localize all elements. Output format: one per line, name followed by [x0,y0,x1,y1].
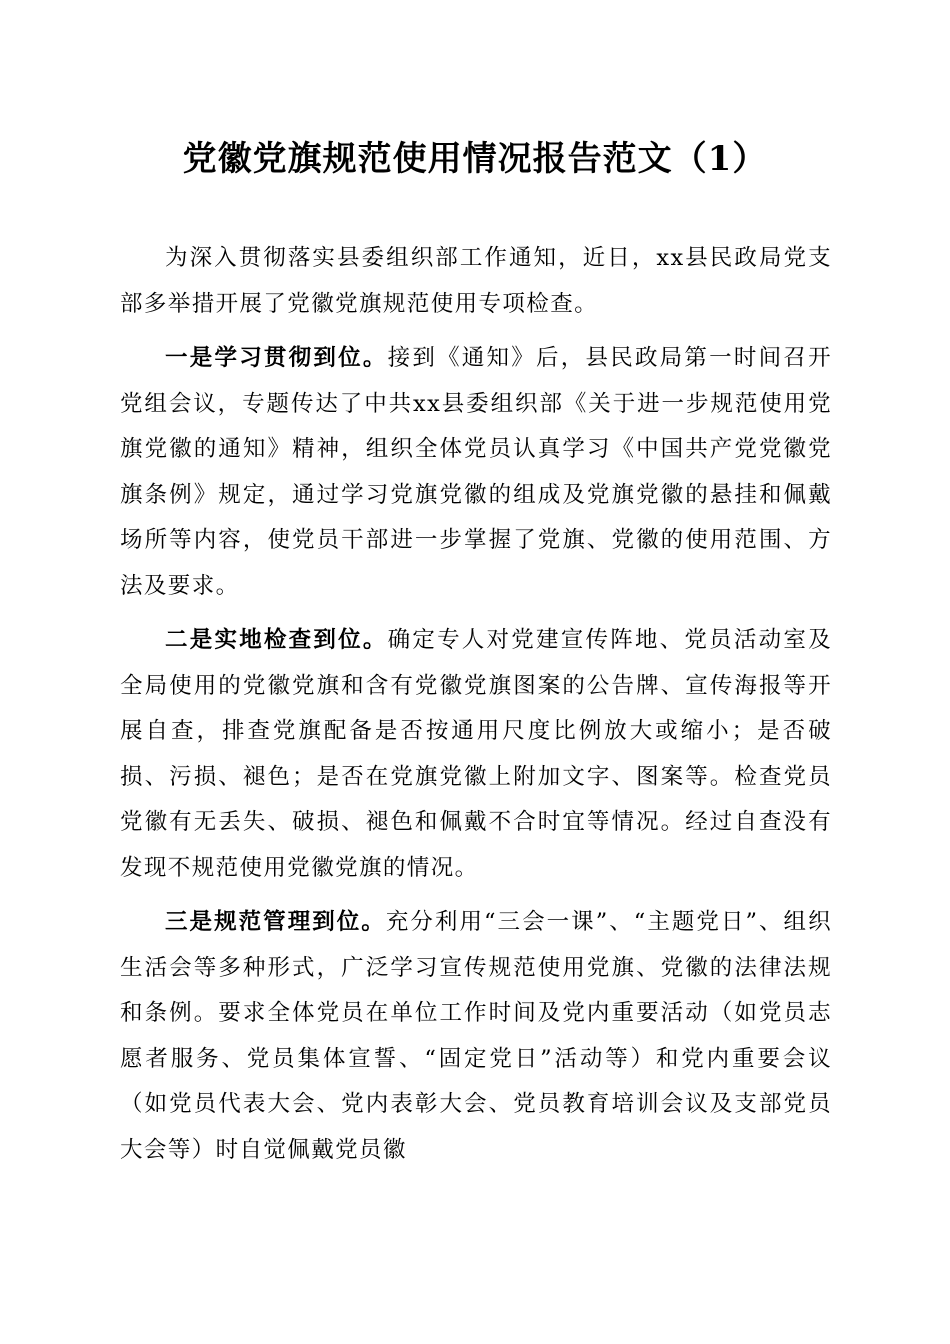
section-paragraph-3 [120,900,832,1173]
document-title: 党徽党旗规范使用情况报告范文（1） [182,139,768,179]
section-lead-2: 二是实地检查到位。 [165,627,388,653]
section-lead-3: 三是规范管理到位。 [165,909,386,935]
intro-paragraph: 为深入贯彻落实县委组织部工作通知，近日，xx县民政局党支部多举措开展了党徽党旗规范使用专项检查。 [120,245,832,317]
document-body [120,236,832,1182]
section-paragraph-1 [120,336,832,609]
section-text-1: 接到《通知》后，县民政局第一时间召开党组会议，专题传达了中共xx县委组织部《关于进一步规范使用党旗党徽的通知》精神，组织全体党员认真学习《中国共产党党徽党旗条例》规定，通过学习党旗党徽的组成及党旗党徽的悬挂和佩戴场所等内容，使党员干部进一步掌握了党旗、党徽的使用范围、方法及要求。 [120,345,832,599]
section-text-2: 确定专人对党建宣传阵地、党员活动室及全局使用的党徽党旗和含有党徽党旗图案的公告牌、宣传海报等开展自查，排查党旗配备是否按通用尺度比例放大或缩小；是否破损、污损、褪色；是否在党旗党徽上附加文字、图案等。检查党员党徽有无丢失、破损、褪色和佩戴不合时宜等情况。经过自查没有发现不规范使用党徽党旗的情况。 [120,627,832,881]
section-lead-1: 一是学习贯彻到位。 [165,345,388,371]
section-text-3: 充分利用“三会一课”、“主题党日”、组织生活会等多种形式，广泛学习宣传规范使用党旗、党徽的法律法规和条例。要求全体党员在单位工作时间及党内重要活动（如党员志愿者服务、党员集体宣誓、“固定党日”活动等）和党内重要会议（如党员代表大会、党内表彰大会、党员教育培训会议及支部党员大会等）时自觉佩戴党员徽 [120,909,833,1163]
section-paragraph-2 [120,618,832,891]
